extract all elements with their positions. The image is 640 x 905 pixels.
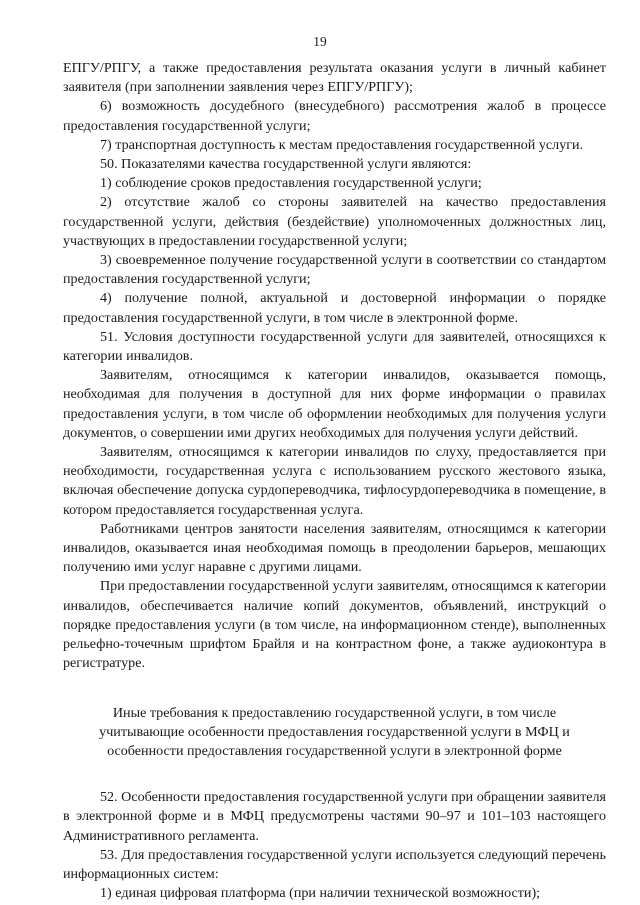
- top-paragraphs: [63, 59, 606, 674]
- paragraph: При предоставлении государственной услуги заявителям, относящимся к категории инвалидов, обеспечивается наличие копий документов, объявлений, инструкций о порядке предоставления услуги (в том числе, на информационном стенде), выполненных рельефно-точечным шрифтом Брайля и на контрастном фоне, а также аудиоконтура в регистратуре.: [63, 578, 606, 672]
- paragraph: ЕПГУ/РПГУ, а также предоставления результата оказания услуги в личный кабинет заявителя (при заполнении заявления через ЕПГУ/РПГУ);: [63, 60, 606, 96]
- section-heading: Иные требования к предоставлению государственной услуги, в том числе учитывающие особенности предоставления государственной услуги в МФЦ и особенности предоставления государственной услуги в электронной форме: [99, 704, 570, 759]
- paragraph: 3) своевременное получение государственной услуги в соответствии со стандартом предоставления государственной услуги;: [63, 252, 606, 288]
- paragraph: Заявителям, относящимся к категории инвалидов, оказывается помощь, необходимая для получения в доступной для них форме информации о правилах предоставления услуги, в том числе об оформлении необходимых для получения услуги документов, о совершении ими других необходимых для получения услуги действий.: [63, 367, 606, 441]
- paragraph: Работниками центров занятости населения заявителям, относящимся к категории инвалидов, оказывается иная необходимая помощь в преодолении барьеров, мешающих получению ими услуг наравне с другими лицами.: [63, 520, 606, 576]
- paragraph: 50. Показателями качества государственной услуги являются:: [100, 156, 472, 173]
- paragraph: 1) соблюдение сроков предоставления государственной услуги;: [100, 175, 482, 192]
- paragraph: Заявителям, относящимся к категории инвалидов по слуху, предоставляется при необходимости, государственная услуга с использованием русского жестового языка, включая обеспечение допуска сурдопереводчика, тифлосурдопереводчика в помещение, в котором предоставляется государственная услуга.: [63, 444, 606, 518]
- page-number: 19: [313, 34, 327, 49]
- paragraph: 4) получение полной, актуальной и достоверной информации о порядке предоставления государственной услуги, в том числе в электронной форме.: [63, 290, 606, 326]
- paragraph: 6) возможность досудебного (внесудебного) рассмотрения жалоб в процессе предоставления государственной услуги;: [63, 98, 606, 134]
- paragraph: 51. Условия доступности государственной услуги для заявителей, относящихся к категории инвалидов.: [63, 328, 606, 365]
- paragraph: 7) транспортная доступность к местам предоставления государственной услуги.: [100, 136, 584, 153]
- bottom-paragraphs: [63, 788, 606, 903]
- paragraph: 52. Особенности предоставления государственной услуги при обращении заявителя в электронной форме и в МФЦ предусмотрены частями 90–97 и 101–103 настоящего Административного регламента.: [63, 789, 606, 844]
- document-body: [63, 59, 606, 903]
- paragraph: 1) единая цифровая платформа (при наличии технической возможности);: [100, 885, 541, 902]
- paragraph: 2) отсутствие жалоб со стороны заявителей на качество предоставления государственной услуги, действия (бездействие) уполномоченных должностных лиц, участвующих в предоставлении государственной услуги;: [63, 194, 606, 249]
- paragraph: 53. Для предоставления государственной услуги используется следующий перечень информационных систем:: [63, 846, 606, 882]
